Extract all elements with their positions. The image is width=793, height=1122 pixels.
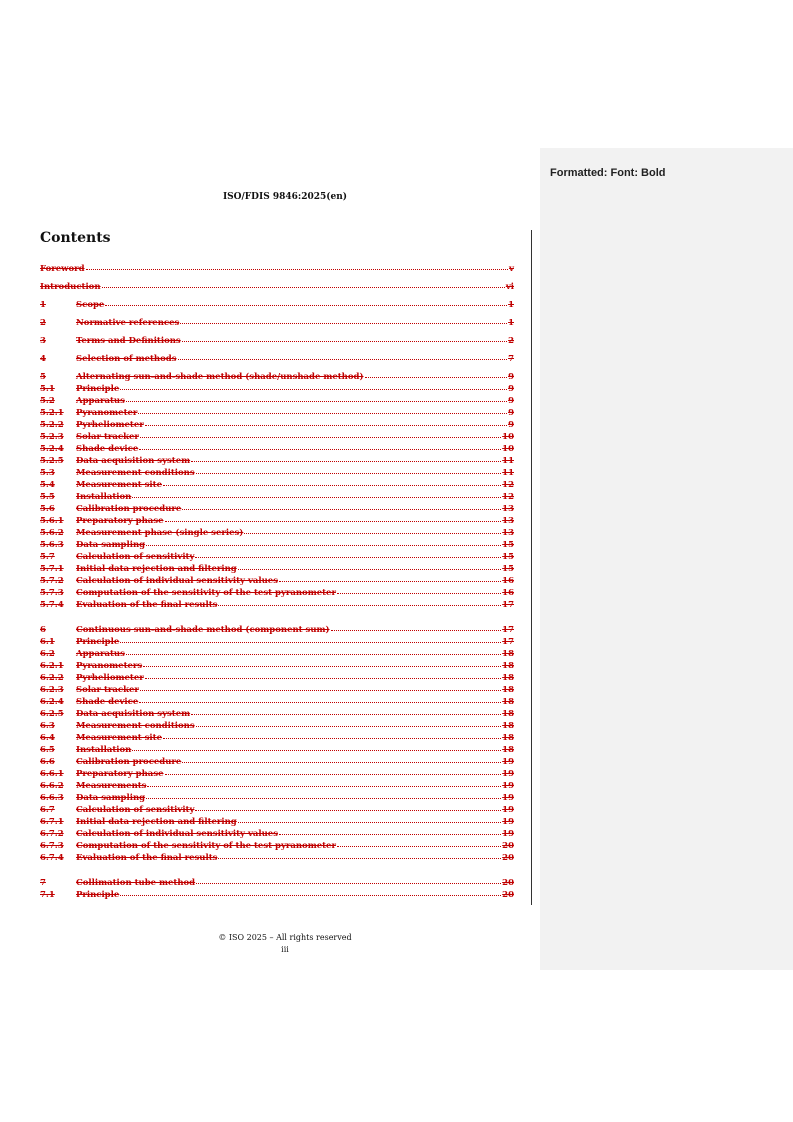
toc-dot-leader bbox=[126, 393, 507, 402]
toc-entry-title: Calibration procedure bbox=[76, 504, 182, 514]
toc-dot-leader bbox=[331, 622, 502, 631]
toc-entry-page: 19 bbox=[502, 757, 514, 767]
toc-entry-title: Normative references bbox=[76, 318, 180, 328]
toc-dot-leader bbox=[105, 297, 507, 306]
toc-entry-title: Evaluation of the final results bbox=[76, 853, 218, 863]
toc-entry-number: 6.7 bbox=[40, 805, 55, 815]
toc-entry-title: Principle bbox=[76, 890, 120, 900]
toc-dot-leader bbox=[218, 850, 501, 859]
toc-entry-title: Data sampling bbox=[76, 793, 146, 803]
document-header: ISO/FDIS 9846:2025(en) bbox=[222, 192, 348, 202]
toc-entry-number: 5.7.2 bbox=[40, 576, 64, 586]
toc-entry[interactable] bbox=[40, 888, 514, 901]
toc-entry-page: 19 bbox=[502, 769, 514, 779]
toc-entry-title: Pyranometer bbox=[76, 408, 138, 418]
toc-dot-leader bbox=[279, 573, 501, 582]
toc-entry-page: 9 bbox=[508, 396, 514, 406]
toc-dot-leader bbox=[279, 826, 501, 835]
toc-entry-page: 1 bbox=[508, 318, 514, 328]
toc-entry-number: 6.1 bbox=[40, 637, 55, 647]
toc-entry-page: 9 bbox=[508, 420, 514, 430]
toc-entry-page: 19 bbox=[502, 793, 514, 803]
toc-entry-page: 10 bbox=[502, 444, 514, 454]
toc-entry-page: 9 bbox=[508, 384, 514, 394]
toc-entry-page: 9 bbox=[508, 408, 514, 418]
toc-entry[interactable] bbox=[40, 262, 514, 275]
toc-entry-number: 5.2.5 bbox=[40, 456, 64, 466]
toc-dot-leader bbox=[238, 814, 501, 823]
toc-entry-page: 11 bbox=[502, 468, 514, 478]
toc-entry[interactable] bbox=[40, 851, 514, 864]
toc-dot-leader bbox=[244, 525, 501, 534]
toc-entry-number: 6.7.4 bbox=[40, 853, 64, 863]
toc-dot-leader bbox=[145, 670, 501, 679]
toc-entry-title: Scope bbox=[76, 300, 105, 310]
toc-entry-number: 6.2.4 bbox=[40, 697, 64, 707]
toc-entry-page: vi bbox=[505, 282, 514, 292]
toc-entry[interactable] bbox=[40, 280, 514, 293]
toc-dot-leader bbox=[196, 875, 501, 884]
toc-entry-page: 19 bbox=[502, 781, 514, 791]
toc-entry-number: 5.6 bbox=[40, 504, 55, 514]
toc-entry-number: 6.7.3 bbox=[40, 841, 64, 851]
toc-entry-title: Installation bbox=[76, 745, 132, 755]
toc-entry-title: Evaluation of the final results bbox=[76, 600, 218, 610]
toc-entry-number: 5 bbox=[40, 372, 46, 382]
toc-entry-number: 6.2 bbox=[40, 649, 55, 659]
toc-entry-title: Apparatus bbox=[76, 396, 125, 406]
toc-dot-leader bbox=[165, 513, 502, 522]
toc-entry-title: Calculation of sensitivity bbox=[76, 805, 195, 815]
toc-entry-title: Alternating sun-and-shade method (shade/unshade method) bbox=[76, 372, 364, 382]
toc-entry-page: v bbox=[509, 264, 514, 274]
toc-entry-title: Data sampling bbox=[76, 540, 146, 550]
toc-entry-number: 6.2.1 bbox=[40, 661, 64, 671]
toc-dot-leader bbox=[365, 369, 508, 378]
toc-entry-title: Collimation tube method bbox=[76, 878, 196, 888]
toc-dot-leader bbox=[146, 537, 501, 546]
toc-entry-title: Preparatory phase bbox=[76, 516, 164, 526]
footer-page-number: iii bbox=[281, 945, 289, 954]
toc-entry-number: 5.3 bbox=[40, 468, 55, 478]
toc-entry-number: 6.2.2 bbox=[40, 673, 64, 683]
toc-entry-page: 18 bbox=[502, 661, 514, 671]
toc-entry-number: 7 bbox=[40, 878, 46, 888]
toc-entry[interactable] bbox=[40, 598, 514, 611]
toc-entry-number: 5.2.3 bbox=[40, 432, 64, 442]
toc-dot-leader bbox=[140, 429, 501, 438]
toc-dot-leader bbox=[132, 742, 501, 751]
toc-entry-number: 5.2 bbox=[40, 396, 55, 406]
toc-entry-number: 5.2.4 bbox=[40, 444, 64, 454]
toc-entry-number: 6.6.1 bbox=[40, 769, 64, 779]
toc-entry-number: 5.4 bbox=[40, 480, 55, 490]
toc-entry-title: Calculation of individual sensitivity values bbox=[76, 829, 278, 839]
toc-entry-title: Measurements bbox=[76, 781, 147, 791]
toc-entry-title: Shade device bbox=[76, 697, 139, 707]
toc-entry-page: 20 bbox=[502, 841, 514, 851]
toc-entry-page: 20 bbox=[502, 853, 514, 863]
toc-entry-title: Pyranometers bbox=[76, 661, 143, 671]
toc-entry-number: 5.6.3 bbox=[40, 540, 64, 550]
toc-dot-leader bbox=[147, 778, 501, 787]
toc-entry-page: 16 bbox=[502, 588, 514, 598]
toc-entry-title: Introduction bbox=[40, 282, 101, 292]
toc-entry-title: Calculation of individual sensitivity values bbox=[76, 576, 278, 586]
toc-dot-leader bbox=[86, 261, 509, 270]
toc-entry-number: 5.5 bbox=[40, 492, 55, 502]
toc-dot-leader bbox=[139, 694, 501, 703]
toc-dot-leader bbox=[182, 501, 501, 510]
toc-dot-leader bbox=[138, 405, 507, 414]
toc-entry-page: 18 bbox=[502, 709, 514, 719]
toc-entry-number: 5.7.3 bbox=[40, 588, 64, 598]
toc-entry-number: 1 bbox=[40, 300, 46, 310]
toc-dot-leader bbox=[337, 585, 501, 594]
toc-entry-number: 5.6.1 bbox=[40, 516, 64, 526]
comment-pane bbox=[540, 148, 793, 970]
toc-dot-leader bbox=[163, 730, 501, 739]
toc-dot-leader bbox=[163, 477, 501, 486]
toc-entry-page: 17 bbox=[502, 625, 514, 635]
toc-entry-number: 6.7.1 bbox=[40, 817, 64, 827]
toc-entry-number: 6.6.3 bbox=[40, 793, 64, 803]
toc-entry-title: Measurement phase (single series) bbox=[76, 528, 244, 538]
toc-entry-number: 5.7.1 bbox=[40, 564, 64, 574]
toc-entry-title: Computation of the sensitivity of the test pyranometer bbox=[76, 841, 336, 851]
toc-dot-leader bbox=[191, 453, 501, 462]
toc-entry-number: 7.1 bbox=[40, 890, 55, 900]
toc-dot-leader bbox=[178, 351, 508, 360]
toc-entry-title: Pyrheliometer bbox=[76, 673, 144, 683]
toc-entry-title: Initial data rejection and filtering bbox=[76, 564, 237, 574]
toc-entry-number: 6.7.2 bbox=[40, 829, 64, 839]
toc-entry-number: 6.2.3 bbox=[40, 685, 64, 695]
toc-entry-title: Preparatory phase bbox=[76, 769, 164, 779]
toc-entry-title: Measurement conditions bbox=[76, 721, 195, 731]
toc-dot-leader bbox=[180, 315, 507, 324]
toc-entry-page: 16 bbox=[502, 576, 514, 586]
toc-dot-leader bbox=[120, 887, 501, 896]
change-bar bbox=[531, 230, 532, 905]
toc-entry-page: 18 bbox=[502, 733, 514, 743]
toc-entry-number: 3 bbox=[40, 336, 46, 346]
toc-dot-leader bbox=[218, 597, 501, 606]
toc-entry-number: 5.2.2 bbox=[40, 420, 64, 430]
toc-dot-leader bbox=[191, 706, 501, 715]
toc-entry-title: Apparatus bbox=[76, 649, 125, 659]
toc-dot-leader bbox=[145, 417, 507, 426]
toc-entry-page: 7 bbox=[508, 354, 514, 364]
toc-dot-leader bbox=[182, 754, 501, 763]
toc-dot-leader bbox=[238, 561, 501, 570]
toc-entry-number: 6 bbox=[40, 625, 46, 635]
toc-dot-leader bbox=[120, 634, 501, 643]
toc-entry-title: Continuous sun-and-shade method (component sum) bbox=[76, 625, 330, 635]
toc-dot-leader bbox=[195, 802, 501, 811]
toc-dot-leader bbox=[143, 658, 501, 667]
toc-entry-title: Principle bbox=[76, 637, 120, 647]
toc-entry-title: Measurement conditions bbox=[76, 468, 195, 478]
toc-entry-page: 13 bbox=[502, 516, 514, 526]
toc-entry-number: 5.6.2 bbox=[40, 528, 64, 538]
toc-entry-number: 6.4 bbox=[40, 733, 55, 743]
toc-entry-number: 6.6.2 bbox=[40, 781, 64, 791]
toc-entry-number: 5.7 bbox=[40, 552, 55, 562]
toc-dot-leader bbox=[102, 279, 505, 288]
toc-entry-title: Pyrheliometer bbox=[76, 420, 144, 430]
comment-pane-label: Formatted: Font: Bold bbox=[550, 167, 666, 179]
toc-entry-title: Shade device bbox=[76, 444, 139, 454]
toc-entry-page: 18 bbox=[502, 685, 514, 695]
toc-entry-number: 6.5 bbox=[40, 745, 55, 755]
toc-entry-page: 13 bbox=[502, 504, 514, 514]
toc-entry-title: Solar tracker bbox=[76, 685, 139, 695]
toc-entry[interactable] bbox=[40, 352, 514, 365]
toc-entry-title: Foreword bbox=[40, 264, 85, 274]
toc-entry[interactable] bbox=[40, 298, 514, 311]
toc-entry-page: 1 bbox=[508, 300, 514, 310]
toc-dot-leader bbox=[196, 465, 502, 474]
toc-entry[interactable] bbox=[40, 316, 514, 329]
toc-entry-page: 19 bbox=[502, 817, 514, 827]
toc-entry-number: 4 bbox=[40, 354, 46, 364]
toc-entry[interactable] bbox=[40, 334, 514, 347]
toc-dot-leader bbox=[140, 682, 501, 691]
toc-entry-page: 10 bbox=[502, 432, 514, 442]
toc-entry-page: 17 bbox=[502, 637, 514, 647]
toc-entry-page: 17 bbox=[502, 600, 514, 610]
toc-entry-page: 12 bbox=[502, 492, 514, 502]
toc-entry-number: 5.7.4 bbox=[40, 600, 64, 610]
toc-entry-number: 5.1 bbox=[40, 384, 55, 394]
toc-entry-number: 5.2.1 bbox=[40, 408, 64, 418]
toc-entry-number: 6.6 bbox=[40, 757, 55, 767]
toc-entry-page: 15 bbox=[502, 540, 514, 550]
toc-entry-page: 18 bbox=[502, 673, 514, 683]
toc-entry-title: Principle bbox=[76, 384, 120, 394]
toc-entry-title: Terms and Definitions bbox=[76, 336, 181, 346]
toc-dot-leader bbox=[182, 333, 507, 342]
toc-entry-page: 15 bbox=[502, 564, 514, 574]
toc-dot-leader bbox=[195, 549, 501, 558]
toc-entry-page: 15 bbox=[502, 552, 514, 562]
toc-dot-leader bbox=[146, 790, 501, 799]
toc-entry-page: 9 bbox=[508, 372, 514, 382]
toc-entry-page: 19 bbox=[502, 829, 514, 839]
toc-entry-page: 20 bbox=[502, 878, 514, 888]
toc-entry-page: 13 bbox=[502, 528, 514, 538]
toc-entry-page: 11 bbox=[502, 456, 514, 466]
toc-entry-page: 20 bbox=[502, 890, 514, 900]
toc-entry-title: Solar tracker bbox=[76, 432, 139, 442]
toc-entry-title: Measurement site bbox=[76, 480, 162, 490]
toc-entry-title: Installation bbox=[76, 492, 132, 502]
footer-copyright: © ISO 2025 – All rights reserved bbox=[218, 933, 352, 942]
toc-dot-leader bbox=[126, 646, 501, 655]
toc-entry-title: Selection of methods bbox=[76, 354, 177, 364]
toc-dot-leader bbox=[139, 441, 501, 450]
toc-dot-leader bbox=[165, 766, 502, 775]
toc-entry-title: Measurement site bbox=[76, 733, 162, 743]
toc-dot-leader bbox=[196, 718, 502, 727]
toc-entry-title: Calculation of sensitivity bbox=[76, 552, 195, 562]
toc-dot-leader bbox=[120, 381, 507, 390]
toc-entry-page: 18 bbox=[502, 745, 514, 755]
toc-entry-number: 6.2.5 bbox=[40, 709, 64, 719]
toc-entry-title: Computation of the sensitivity of the test pyranometer bbox=[76, 588, 336, 598]
contents-heading: Contents bbox=[40, 230, 111, 246]
toc-entry-title: Calibration procedure bbox=[76, 757, 182, 767]
toc-dot-leader bbox=[132, 489, 501, 498]
toc-entry-title: Initial data rejection and filtering bbox=[76, 817, 237, 827]
toc-entry-page: 18 bbox=[502, 721, 514, 731]
toc-entry-page: 19 bbox=[502, 805, 514, 815]
toc-entry-page: 12 bbox=[502, 480, 514, 490]
toc-entry-page: 18 bbox=[502, 697, 514, 707]
toc-entry-page: 18 bbox=[502, 649, 514, 659]
toc-entry-number: 6.3 bbox=[40, 721, 55, 731]
toc-entry-title: Data acquisition system bbox=[76, 456, 191, 466]
toc-dot-leader bbox=[337, 838, 501, 847]
toc-entry-title: Data acquisition system bbox=[76, 709, 191, 719]
toc-entry-page: 2 bbox=[508, 336, 514, 346]
toc-entry-number: 2 bbox=[40, 318, 46, 328]
